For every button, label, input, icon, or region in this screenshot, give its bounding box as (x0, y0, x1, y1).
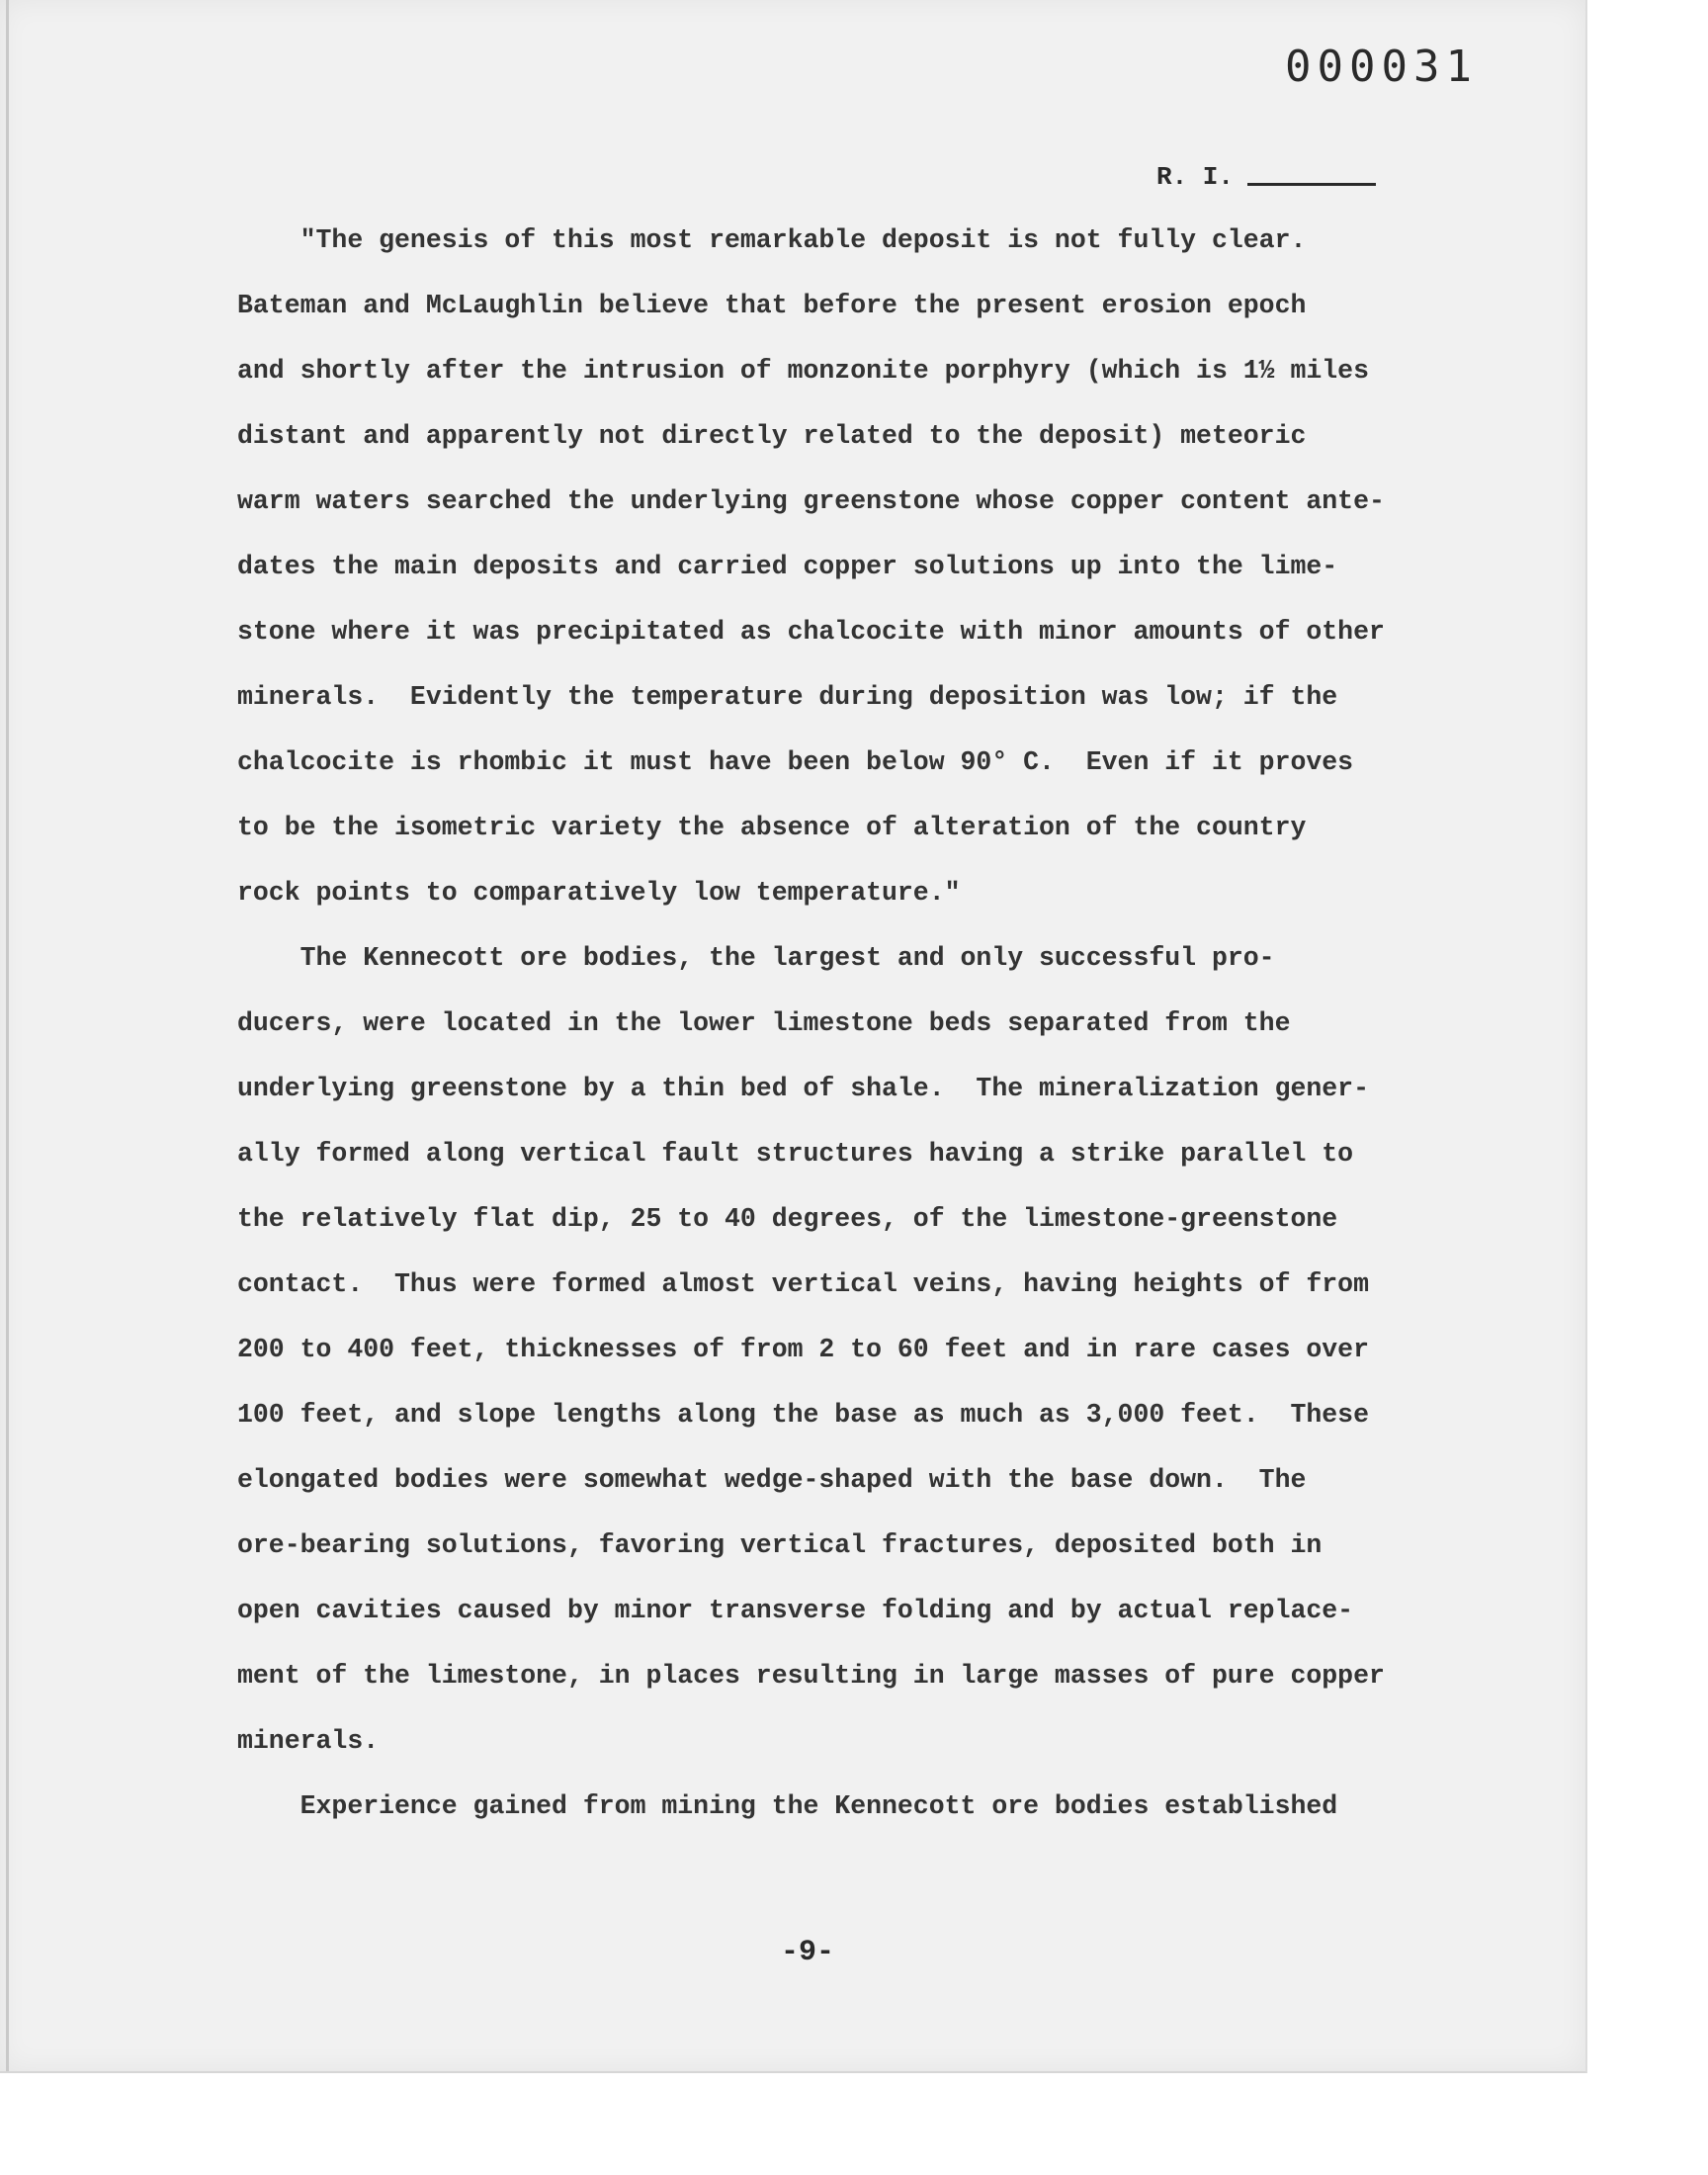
ri-blank-line (1247, 183, 1376, 186)
text-line: dates the main deposits and carried copper solutions up into the lime- (237, 552, 1338, 581)
text-line: minerals. (237, 1726, 380, 1756)
text-line: ally formed along vertical fault structures having a strike parallel to (237, 1139, 1354, 1169)
text-line: stone where it was precipitated as chalcocite with minor amounts of other (237, 617, 1385, 647)
text-line: rock points to comparatively low temperature." (237, 878, 961, 908)
text-line: 100 feet, and slope lengths along the base as much as 3,000 feet. These (237, 1400, 1369, 1430)
text-line: ore-bearing solutions, favoring vertical fractures, deposited both in (237, 1530, 1323, 1560)
text-line: minerals. Evidently the temperature during deposition was low; if the (237, 682, 1338, 712)
text-line: ment of the limestone, in places resulting in large masses of pure copper (237, 1661, 1385, 1691)
document-number: 000031 (1285, 42, 1478, 92)
text-line: the relatively flat dip, 25 to 40 degrees, of the limestone-greenstone (237, 1204, 1338, 1234)
text-line: to be the isometric variety the absence of alteration of the country (237, 813, 1307, 842)
text-line: The Kennecott ore bodies, the largest and only successful pro- (237, 943, 1275, 973)
text-line: contact. Thus were formed almost vertical veins, having heights of from (237, 1269, 1369, 1299)
ri-label: R. I. (1156, 162, 1235, 192)
text-line: distant and apparently not directly related to the deposit) meteoric (237, 421, 1307, 451)
text-line: and shortly after the intrusion of monzonite porphyry (which is 1½ miles (237, 356, 1369, 386)
text-line: open cavities caused by minor transverse folding and by actual replace- (237, 1596, 1354, 1625)
text-line: 200 to 400 feet, thicknesses of from 2 to 60 feet and in rare cases over (237, 1335, 1369, 1364)
text-line: ducers, were located in the lower limestone beds separated from the (237, 1008, 1291, 1038)
margin-shadow (6, 0, 9, 2071)
text-line: warm waters searched the underlying greenstone whose copper content ante- (237, 486, 1385, 516)
ri-reference (1156, 162, 1376, 192)
text-line: Bateman and McLaughlin believe that before the present erosion epoch (237, 291, 1307, 320)
page-number: -9- (781, 1936, 835, 1969)
text-line: Experience gained from mining the Kennecott ore bodies established (237, 1791, 1338, 1821)
text-line: chalcocite is rhombic it must have been below 90° C. Even if it proves (237, 747, 1354, 777)
text-line: "The genesis of this most remarkable deposit is not fully clear. (237, 225, 1307, 255)
text-line: underlying greenstone by a thin bed of shale. The mineralization gener- (237, 1074, 1369, 1103)
text-line: elongated bodies were somewhat wedge-shaped with the base down. The (237, 1465, 1307, 1495)
